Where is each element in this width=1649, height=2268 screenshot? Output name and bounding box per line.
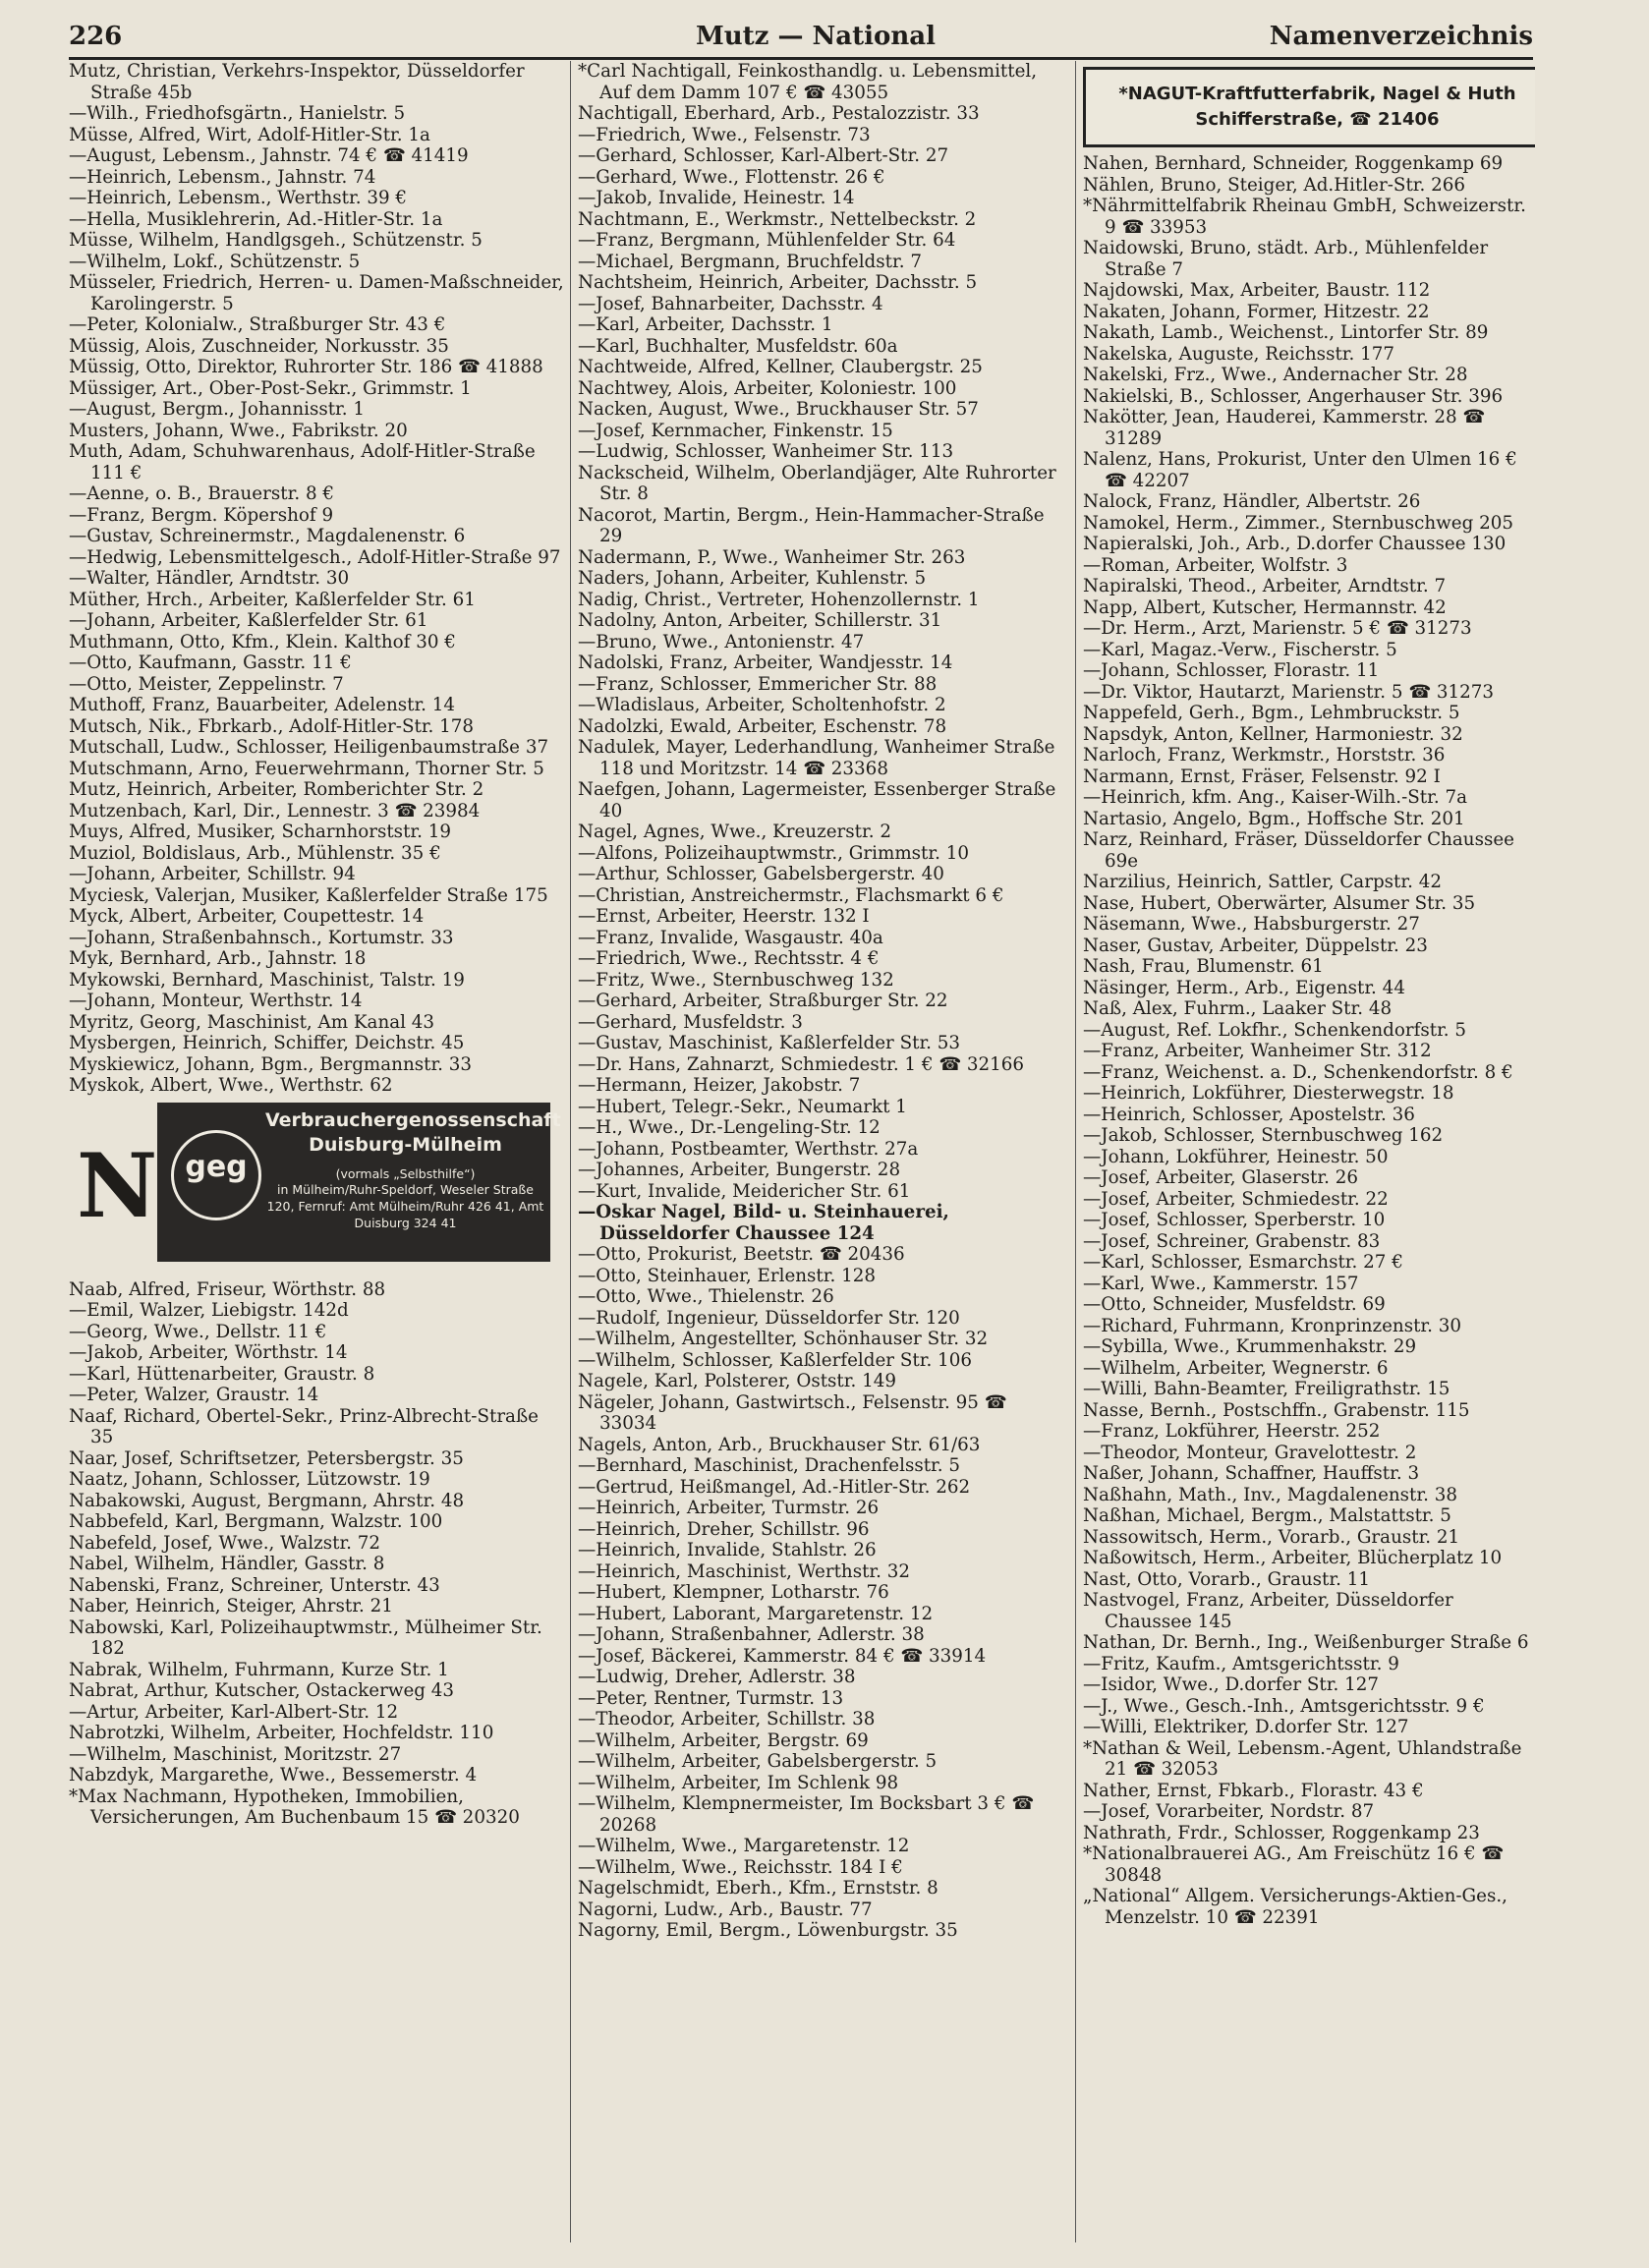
directory-entry: —Willi, Elektriker, D.dorfer Str. 127	[1083, 1717, 1409, 1737]
directory-entry: Müssig, Alois, Zuschneider, Norkusstr. 35	[69, 335, 449, 357]
directory-entry: Muthmann, Otto, Kfm., Klein. Kalthof 30 €	[69, 631, 456, 652]
directory-entry: —Bruno, Wwe., Antonienstr. 47	[578, 631, 865, 652]
directory-entry: —Franz, Arbeiter, Wanheimer Str. 312	[1083, 1041, 1432, 1061]
directory-entry: —Gerhard, Wwe., Flottenstr. 26 €	[578, 166, 885, 188]
directory-entry: Nabrotzki, Wilhelm, Arbeiter, Hochfeldstr. 110	[69, 1723, 494, 1743]
directory-entry: Nacorot, Martin, Bergm., Hein-Hammacher-Straße 29	[578, 504, 1045, 546]
directory-entry: —Johann, Straßenbahnsch., Kortumstr. 33	[69, 927, 454, 948]
directory-entry: —Richard, Fuhrmann, Kronprinzenstr. 30	[1083, 1315, 1462, 1336]
directory-entry: Nakelski, Frz., Wwe., Andernacher Str. 28	[1083, 365, 1468, 385]
directory-entry: —Heinrich, Schlosser, Apostelstr. 36	[1083, 1104, 1415, 1125]
directory-entry: —Karl, Arbeiter, Dachsstr. 1	[578, 314, 833, 335]
directory-entry: —Johann, Schlosser, Florastr. 11	[1083, 660, 1380, 681]
directory-entry: Müsse, Wilhelm, Handlgsgeh., Schützenstr. 5	[69, 230, 483, 251]
directory-entry: Nachtmann, E., Werkmstr., Nettelbeckstr. 2	[578, 208, 977, 230]
entries-n-3	[1083, 153, 1535, 1928]
directory-entry: —Friedrich, Wwe., Rechtsstr. 4 €	[578, 948, 880, 969]
directory-entry: Napieralski, Joh., Arb., D.dorfer Chaussee 130	[1083, 534, 1507, 554]
directory-entry: Nakaten, Johann, Former, Hitzestr. 22	[1083, 301, 1430, 322]
column-divider	[570, 61, 571, 2242]
directory-entry: Nacken, August, Wwe., Bruckhauser Str. 57	[578, 399, 979, 420]
directory-entry: —Karl, Wwe., Kammerstr. 157	[1083, 1273, 1359, 1294]
directory-entry: —Wilhelm, Wwe., Reichsstr. 184 I €	[578, 1856, 903, 1878]
directory-entry: —August, Lebensm., Jahnstr. 74 € ☎ 41419	[69, 145, 469, 166]
directory-entry: —H., Wwe., Dr.-Lengeling-Str. 12	[578, 1117, 881, 1138]
directory-entry: *Nährmittelfabrik Rheinau GmbH, Schweizerstr. 9 ☎ 33953	[1083, 196, 1526, 238]
directory-entry: Naßhahn, Math., Inv., Magdalenenstr. 38	[1083, 1484, 1458, 1505]
directory-entry: —Emil, Walzer, Liebigstr. 142d	[69, 1300, 349, 1321]
directory-entry: —Gerhard, Schlosser, Karl-Albert-Str. 27	[578, 145, 949, 166]
directory-entry: —Wilhelm, Klempnermeister, Im Bocksbart 3 € ☎ 20268	[578, 1793, 1035, 1836]
directory-entry: Naders, Johann, Arbeiter, Kuhlenstr. 5	[578, 568, 927, 589]
directory-entry: Nash, Frau, Blumenstr. 61	[1083, 956, 1324, 977]
directory-entry: Nagels, Anton, Arb., Bruckhauser Str. 61/63	[578, 1434, 981, 1455]
directory-entry: Nathan, Dr. Bernh., Ing., Weißenburger Straße 6	[1083, 1632, 1529, 1653]
directory-entry: —Josef, Arbeiter, Glaserstr. 26	[1083, 1167, 1359, 1188]
directory-entry: —Heinrich, kfm. Ang., Kaiser-Wilh.-Str. 7a	[1083, 787, 1467, 808]
directory-entry: —Bernhard, Maschinist, Drachenfelsstr. 5	[578, 1455, 961, 1476]
directory-entry: Myskok, Albert, Wwe., Werthstr. 62	[69, 1075, 393, 1096]
directory-entry: Nachtigall, Eberhard, Arb., Pestalozzistr. 33	[578, 103, 980, 124]
directory-entry: —Otto, Prokurist, Beetstr. ☎ 20436	[578, 1244, 905, 1265]
ad-title-line2: Duisburg-Mülheim	[309, 1133, 502, 1156]
directory-entry: —Karl, Magaz.-Verw., Fischerstr. 5	[1083, 639, 1397, 660]
directory-entry: *Nationalbrauerei AG., Am Freischütz 16 € ☎ 30848	[1083, 1843, 1505, 1886]
entries-n-2	[578, 61, 1067, 1942]
directory-entry: Nabowski, Karl, Polizeihauptwmstr., Mülheimer Str. 182	[69, 1616, 542, 1659]
ad-title-line1: Verbrauchergenossenschaft	[265, 1108, 561, 1131]
directory-entry: —Franz, Invalide, Wasgaustr. 40a	[578, 927, 883, 948]
directory-entry: Müssig, Otto, Direktor, Ruhrorter Str. 186 ☎ 41888	[69, 357, 543, 377]
directory-entry: —Hubert, Telegr.-Sekr., Neumarkt 1	[578, 1096, 907, 1117]
directory-entry: Napsdyk, Anton, Kellner, Harmoniestr. 32	[1083, 723, 1463, 745]
directory-entry: —Josef, Vorarbeiter, Nordstr. 87	[1083, 1801, 1375, 1822]
directory-entry: —Otto, Meister, Zeppelinstr. 7	[69, 673, 344, 695]
directory-entry: —Rudolf, Ingenieur, Düsseldorfer Str. 120	[578, 1307, 960, 1329]
directory-entry: —Christian, Anstreichermstr., Flachsmarkt 6 €	[578, 884, 1004, 906]
directory-entry: Nabakowski, August, Bergmann, Ahrstr. 48	[69, 1490, 465, 1511]
directory-entry: Nabzdyk, Margarethe, Wwe., Bessemerstr. 4	[69, 1765, 478, 1786]
directory-entry: Nählen, Bruno, Steiger, Ad.Hitler-Str. 266	[1083, 174, 1466, 196]
directory-entry: Naab, Alfred, Friseur, Wörthstr. 88	[69, 1278, 386, 1300]
directory-entry: Nägeler, Johann, Gastwirtsch., Felsenstr. 95 ☎ 33034	[578, 1391, 1007, 1434]
directory-entry: —Hella, Musiklehrerin, Ad.-Hitler-Str. 1a	[69, 208, 443, 230]
header-section-title: Namenverzeichnis	[1269, 22, 1533, 51]
ad-address: in Mülheim/Ruhr-Speldorf, Weseler Straße 120, Fernruf: Amt Mülheim/Ruhr 426 41, Amt Duisburg 324 41	[266, 1181, 544, 1230]
directory-entry: —August, Ref. Lokfhr., Schenkendorfstr. 5	[1083, 1019, 1467, 1041]
directory-entry: —Hermann, Heizer, Jakobstr. 7	[578, 1075, 861, 1096]
directory-entry: Myck, Albert, Arbeiter, Coupettestr. 14	[69, 906, 425, 927]
directory-entry: Müther, Hrch., Arbeiter, Kaßlerfelder Str. 61	[69, 589, 476, 610]
directory-entry: Muziol, Boldislaus, Arb., Mühlenstr. 35 €	[69, 842, 441, 864]
directory-entry: —Johann, Arbeiter, Schillstr. 94	[69, 864, 356, 884]
directory-entry: Nahen, Bernhard, Schneider, Roggenkamp 69	[1083, 153, 1504, 174]
directory-entry: —Heinrich, Arbeiter, Turmstr. 26	[578, 1498, 880, 1518]
directory-entry: Myk, Bernhard, Arb., Jahnstr. 18	[69, 948, 367, 969]
ad-subtitle: (vormals „Selbsthilfe“)	[335, 1165, 476, 1181]
directory-entry: —Karl, Hüttenarbeiter, Graustr. 8	[69, 1363, 375, 1385]
directory-entry: —Aenne, o. B., Brauerstr. 8 €	[69, 483, 335, 504]
directory-entry: —Michael, Bergmann, Bruchfeldstr. 7	[578, 251, 922, 272]
directory-entry: Nabbefeld, Karl, Bergmann, Walzstr. 100	[69, 1511, 443, 1532]
directory-entry: —Artur, Arbeiter, Karl-Albert-Str. 12	[69, 1701, 399, 1723]
column-divider	[1075, 61, 1076, 2242]
directory-entry: Nagele, Karl, Polsterer, Oststr. 149	[578, 1371, 897, 1391]
geg-advertisement	[157, 1103, 561, 1262]
directory-entry: Nast, Otto, Vorarb., Graustr. 11	[1083, 1568, 1370, 1590]
directory-entry: —Josef, Schreiner, Grabenstr. 83	[1083, 1230, 1381, 1252]
directory-entry: Mykowski, Bernhard, Maschinist, Talstr. 19	[69, 969, 465, 991]
directory-entry: Muys, Alfred, Musiker, Scharnhorststr. 19	[69, 822, 452, 842]
directory-entry: —Dr. Herm., Arzt, Marienstr. 5 € ☎ 31273	[1083, 618, 1472, 639]
column-3	[1083, 61, 1535, 2242]
directory-entry: —Jakob, Arbeiter, Wörthstr. 14	[69, 1342, 348, 1363]
directory-entry: Nakath, Lamb., Weichenst., Lintorfer Str. 89	[1083, 322, 1489, 343]
directory-entry: —Isidor, Wwe., D.dorfer Str. 127	[1083, 1674, 1379, 1695]
directory-entry: —Arthur, Schlosser, Gabelsbergerstr. 40	[578, 864, 944, 884]
geg-logo-icon: geg	[171, 1130, 261, 1220]
directory-entry: —Franz, Lokführer, Heerstr. 252	[1083, 1421, 1381, 1442]
directory-entry: Nagorni, Ludw., Arb., Baustr. 77	[578, 1899, 873, 1920]
directory-entry: —Wilhelm, Lokf., Schützenstr. 5	[69, 251, 361, 272]
directory-entry: —Peter, Walzer, Graustr. 14	[69, 1385, 319, 1405]
directory-entry: Musters, Johann, Wwe., Fabrikstr. 20	[69, 420, 408, 441]
directory-entry: Nakelska, Auguste, Reichsstr. 177	[1083, 343, 1395, 365]
directory-entry: Narz, Reinhard, Fräser, Düsseldorfer Chaussee 69e	[1083, 829, 1514, 872]
page-number: 226	[69, 22, 123, 51]
directory-entry: Naßhan, Michael, Bergm., Malstattstr. 5	[1083, 1505, 1451, 1526]
directory-entry: —Willi, Bahn-Beamter, Freiligrathstr. 15	[1083, 1379, 1450, 1399]
directory-entry: Nadolski, Franz, Arbeiter, Wandjesstr. 14	[578, 652, 953, 673]
directory-entry: Napiralski, Theod., Arbeiter, Arndtstr. 7	[1083, 576, 1447, 596]
directory-entry: —Ludwig, Dreher, Adlerstr. 38	[578, 1667, 856, 1687]
directory-entry: Naßowitsch, Herm., Arbeiter, Blücherplatz 10	[1083, 1548, 1503, 1568]
directory-entry: —Karl, Buchhalter, Musfeldstr. 60a	[578, 335, 898, 357]
directory-entry: Nather, Ernst, Fbkarb., Florastr. 43 €	[1083, 1780, 1424, 1801]
directory-entry: —Fritz, Wwe., Sternbuschweg 132	[578, 969, 894, 991]
directory-entry: Nakielski, B., Schlosser, Angerhauser Str. 396	[1083, 385, 1504, 407]
directory-entry: Napp, Albert, Kutscher, Hermannstr. 42	[1083, 596, 1447, 618]
directory-entry: —Dr. Viktor, Hautarzt, Marienstr. 5 ☎ 31273	[1083, 681, 1495, 703]
directory-entry: —Johannes, Arbeiter, Bungerstr. 28	[578, 1160, 901, 1180]
directory-entry: —J., Wwe., Gesch.-Inh., Amtsgerichtsstr. 9 €	[1083, 1695, 1485, 1717]
directory-entry: Nadulek, Mayer, Lederhandlung, Wanheimer Straße 118 und Moritzstr. 14 ☎ 23368	[578, 737, 1055, 779]
directory-entry: Myskiewicz, Johann, Bgm., Bergmannstr. 33	[69, 1053, 473, 1075]
directory-entry: Müsse, Alfred, Wirt, Adolf-Hitler-Str. 1a	[69, 124, 430, 145]
directory-entry: Nabefeld, Josef, Wwe., Walzstr. 72	[69, 1532, 381, 1554]
column-1	[69, 61, 565, 2242]
directory-entry: —Sybilla, Wwe., Krummenhakstr. 29	[1083, 1336, 1417, 1357]
directory-entry: Nachtsheim, Heinrich, Arbeiter, Dachsstr. 5	[578, 272, 978, 293]
directory-entry: Nalock, Franz, Händler, Albertstr. 26	[1083, 491, 1421, 512]
directory-entry: —Johann, Arbeiter, Kaßlerfelder Str. 61	[69, 610, 428, 631]
directory-entry: —Heinrich, Lokführer, Diesterwegstr. 18	[1083, 1083, 1454, 1104]
directory-entry: Nachtweide, Alfred, Kellner, Claubergstr. 25	[578, 357, 983, 377]
ad-line: Schifferstraße, ☎ 21406	[1195, 109, 1440, 130]
directory-entry: —Friedrich, Wwe., Felsenstr. 73	[578, 124, 871, 145]
directory-entry: Mysbergen, Heinrich, Schiffer, Deichstr. 45	[69, 1033, 465, 1053]
directory-entry: —Franz, Weichenst. a. D., Schenkendorfstr. 8 €	[1083, 1061, 1513, 1083]
directory-entry: Nakötter, Jean, Hauderei, Kammerstr. 28 ☎ 31289	[1083, 407, 1486, 449]
directory-entry: Narloch, Franz, Werkmstr., Horststr. 36	[1083, 745, 1446, 765]
entries-m	[69, 61, 565, 1097]
directory-entry: —Franz, Bergmann, Mühlenfelder Str. 64	[578, 230, 956, 251]
directory-entry: Naaf, Richard, Obertel-Sekr., Prinz-Albrecht-Straße 35	[69, 1405, 539, 1447]
header-name-range: Mutz — National	[695, 22, 937, 51]
directory-entry: —Wilhelm, Arbeiter, Gabelsbergerstr. 5	[578, 1751, 938, 1772]
directory-entry: —Heinrich, Lebensm., Jahnstr. 74	[69, 166, 376, 188]
directory-entry: —Josef, Kernmacher, Finkenstr. 15	[578, 420, 893, 441]
directory-entry: —Georg, Wwe., Dellstr. 11 €	[69, 1321, 327, 1342]
directory-entry: Nadolzki, Ewald, Arbeiter, Eschenstr. 78	[578, 715, 947, 737]
directory-entry: —Gertrud, Heißmangel, Ad.-Hitler-Str. 262	[578, 1476, 971, 1498]
directory-entry: —Hedwig, Lebensmittelgesch., Adolf-Hitler-Straße 97	[69, 546, 561, 568]
directory-entry: —Hubert, Klempner, Lotharstr. 76	[578, 1582, 889, 1603]
directory-entry: Mutschmann, Arno, Feuerwehrmann, Thorner Str. 5	[69, 758, 544, 779]
directory-entry: Naß, Alex, Fuhrm., Laaker Str. 48	[1083, 998, 1393, 1019]
directory-entry: —Walter, Händler, Arndtstr. 30	[69, 568, 350, 589]
directory-entry: „National“ Allgem. Versicherungs-Aktien-Ges., Menzelstr. 10 ☎ 22391	[1083, 1886, 1507, 1928]
directory-entry: Muthoff, Franz, Bauarbeiter, Adelenstr. 14	[69, 695, 456, 715]
directory-entry: —Gerhard, Musfeldstr. 3	[578, 1011, 803, 1033]
directory-entry: —Josef, Bahnarbeiter, Dachsstr. 4	[578, 293, 883, 314]
directory-entry: Nachtwey, Alois, Arbeiter, Koloniestr. 100	[578, 377, 957, 399]
directory-entry: *Carl Nachtigall, Feinkosthandlg. u. Lebensmittel, Auf dem Damm 107 € ☎ 43055	[578, 61, 1038, 103]
directory-entry: —Josef, Bäckerei, Kammerstr. 84 € ☎ 33914	[578, 1645, 987, 1667]
directory-entry: Mutzenbach, Karl, Dir., Lennestr. 3 ☎ 23984	[69, 800, 481, 822]
directory-entry: Myritz, Georg, Maschinist, Am Kanal 43	[69, 1011, 435, 1033]
directory-entry: —Wilhelm, Maschinist, Moritzstr. 27	[69, 1743, 402, 1765]
directory-entry: —Jakob, Invalide, Heinestr. 14	[578, 188, 855, 208]
directory-entry: Nathrath, Frdr., Schlosser, Roggenkamp 23	[1083, 1822, 1480, 1843]
directory-entry: *Nathan & Weil, Lebensm.-Agent, Uhlandstraße 21 ☎ 32053	[1083, 1737, 1522, 1780]
directory-entry: —Otto, Kaufmann, Gasstr. 11 €	[69, 652, 352, 673]
directory-entry: Nagorny, Emil, Bergm., Löwenburgstr. 35	[578, 1920, 958, 1941]
directory-entry: Nassowitsch, Herm., Vorarb., Graustr. 21	[1083, 1526, 1460, 1548]
directory-entry: —Wilhelm, Arbeiter, Wegnerstr. 6	[1083, 1357, 1389, 1379]
directory-entry: —Wilhelm, Angestellter, Schönhauser Str. 32	[578, 1329, 989, 1349]
directory-entry: —Josef, Arbeiter, Schmiedestr. 22	[1083, 1188, 1389, 1210]
directory-entry: Mutz, Christian, Verkehrs-Inspektor, Düsseldorfer Straße 45b	[69, 61, 525, 103]
directory-entry: Narzilius, Heinrich, Sattler, Carpstr. 42	[1083, 872, 1442, 892]
directory-entry: —Peter, Kolonialw., Straßburger Str. 43 €	[69, 314, 446, 335]
directory-entry: Mutz, Heinrich, Arbeiter, Romberichter Str. 2	[69, 779, 484, 800]
directory-entry: —Otto, Schneider, Musfeldstr. 69	[1083, 1294, 1386, 1315]
directory-entry: —Wladislaus, Arbeiter, Scholtenhofstr. 2	[578, 695, 946, 715]
directory-entry: Näsinger, Herm., Arb., Eigenstr. 44	[1083, 977, 1405, 998]
directory-entry: —Heinrich, Maschinist, Werthstr. 32	[578, 1560, 911, 1582]
page-header	[69, 22, 1533, 60]
directory-entry: —Wilhelm, Wwe., Margaretenstr. 12	[578, 1836, 910, 1856]
directory-entry: Nabrak, Wilhelm, Fuhrmann, Kurze Str. 1	[69, 1659, 449, 1680]
directory-entry: Nase, Hubert, Oberwärter, Alsumer Str. 35	[1083, 892, 1476, 914]
directory-entry: —Wilhelm, Arbeiter, Bergstr. 69	[578, 1729, 869, 1751]
directory-entry: Mutsch, Nik., Fbrkarb., Adolf-Hitler-Str. 178	[69, 715, 475, 737]
directory-entry: *Max Nachmann, Hypotheken, Immobilien, Versicherungen, Am Buchenbaum 15 ☎ 20320	[69, 1786, 520, 1828]
directory-entry: Nagel, Agnes, Wwe., Kreuzerstr. 2	[578, 822, 891, 842]
directory-entry: —Gerhard, Arbeiter, Straßburger Str. 22	[578, 991, 948, 1011]
directory-entry: Naber, Heinrich, Steiger, Ahrstr. 21	[69, 1596, 393, 1616]
directory-entry: Muth, Adam, Schuhwarenhaus, Adolf-Hitler-Straße 111 €	[69, 441, 536, 483]
directory-entry: Narmann, Ernst, Fräser, Felsenstr. 92 I	[1083, 765, 1441, 787]
directory-entry: —Alfons, Polizeihauptwmstr., Grimmstr. 10	[578, 842, 970, 864]
directory-entry: —Theodor, Monteur, Gravelottestr. 2	[1083, 1442, 1417, 1463]
directory-entry: —Wilhelm, Schlosser, Kaßlerfelder Str. 106	[578, 1349, 972, 1371]
directory-entry: Nadig, Christ., Vertreter, Hohenzollernstr. 1	[578, 589, 980, 610]
directory-entry: —August, Bergm., Johannisstr. 1	[69, 399, 366, 420]
directory-entry: Nagelschmidt, Eberh., Kfm., Ernststr. 8	[578, 1878, 938, 1899]
directory-entry: Naatz, Johann, Schlosser, Lützowstr. 19	[69, 1469, 430, 1490]
directory-entry: —Hubert, Laborant, Margaretenstr. 12	[578, 1603, 934, 1624]
directory-entry: —Franz, Schlosser, Emmericher Str. 88	[578, 673, 938, 695]
directory-entry: Nasse, Bernh., Postschffn., Grabenstr. 115	[1083, 1399, 1470, 1421]
entries-n	[69, 1279, 565, 1829]
directory-entry: Nackscheid, Wilhelm, Oberlandjäger, Alte Ruhrorter Str. 8	[578, 462, 1056, 504]
directory-entry: Nalenz, Hans, Prokurist, Unter den Ulmen 16 € ☎ 42207	[1083, 449, 1517, 491]
directory-entry: Nabenski, Franz, Schreiner, Unterstr. 43	[69, 1574, 440, 1596]
directory-entry: Näsemann, Wwe., Habsburgerstr. 27	[1083, 914, 1420, 935]
directory-entry: —Josef, Schlosser, Sperberstr. 10	[1083, 1210, 1386, 1230]
directory-entry: —Gustav, Maschinist, Kaßlerfelder Str. 53	[578, 1033, 961, 1053]
directory-entry: —Franz, Bergm. Köpershof 9	[69, 504, 334, 526]
directory-entry: —Heinrich, Dreher, Schillstr. 96	[578, 1518, 870, 1540]
section-n-header	[69, 1103, 565, 1268]
directory-entry: —Karl, Schlosser, Esmarchstr. 27 €	[1083, 1252, 1403, 1273]
directory-entry: —Johann, Lokführer, Heinestr. 50	[1083, 1146, 1389, 1167]
directory-entry: Najdowski, Max, Arbeiter, Baustr. 112	[1083, 280, 1431, 301]
directory-entry: —Otto, Wwe., Thielenstr. 26	[578, 1286, 834, 1307]
directory-entry: —Heinrich, Invalide, Stahlstr. 26	[578, 1540, 877, 1560]
directory-entry: Nabrat, Arthur, Kutscher, Ostackerweg 43	[69, 1680, 455, 1701]
directory-entry: —Ernst, Arbeiter, Heerstr. 132 I	[578, 906, 870, 927]
directory-entry: Nastvogel, Franz, Arbeiter, Düsseldorfer Chaussee 145	[1083, 1590, 1453, 1632]
directory-entry: —Johann, Monteur, Werthstr. 14	[69, 991, 363, 1011]
directory-entry: —Johann, Postbeamter, Werthstr. 27a	[578, 1138, 919, 1160]
directory-entry: Namokel, Herm., Zimmer., Sternbuschweg 205	[1083, 512, 1514, 534]
directory-entry: Nadermann, P., Wwe., Wanheimer Str. 263	[578, 546, 966, 568]
directory-entry: —Gustav, Schreinermstr., Magdalenenstr. 6	[69, 526, 466, 546]
directory-entry: —Theodor, Arbeiter, Schillstr. 38	[578, 1709, 876, 1729]
directory-entry: —Ludwig, Schlosser, Wanheimer Str. 113	[578, 441, 954, 462]
directory-entry: Nappefeld, Gerh., Bgm., Lehmbruckstr. 5	[1083, 703, 1460, 723]
directory-entry: Nartasio, Angelo, Bgm., Hoffsche Str. 201	[1083, 808, 1465, 829]
directory-entry: Nabel, Wilhelm, Händler, Gasstr. 8	[69, 1554, 385, 1574]
directory-entry: Nadolny, Anton, Arbeiter, Schillerstr. 31	[578, 610, 942, 631]
directory-entry: —Oskar Nagel, Bild- u. Steinhauerei, Düsseldorfer Chaussee 124	[578, 1202, 949, 1244]
directory-entry: Naar, Josef, Schriftsetzer, Petersbergstr. 35	[69, 1447, 464, 1469]
directory-entry: —Otto, Steinhauer, Erlenstr. 128	[578, 1265, 877, 1286]
directory-entry: Naßer, Johann, Schaffner, Hauffstr. 3	[1083, 1463, 1420, 1484]
directory-entry: —Johann, Straßenbahner, Adlerstr. 38	[578, 1624, 925, 1645]
directory-entry: —Kurt, Invalide, Meidericher Str. 61	[578, 1180, 911, 1202]
directory-entry: —Dr. Hans, Zahnarzt, Schmiedestr. 1 € ☎ 32166	[578, 1053, 1025, 1075]
nagut-advertisement	[1083, 67, 1535, 147]
column-2	[578, 61, 1067, 2242]
directory-entry: Naidowski, Bruno, städt. Arb., Mühlenfelder Straße 7	[1083, 238, 1489, 280]
directory-entry: —Jakob, Schlosser, Sternbuschweg 162	[1083, 1125, 1444, 1146]
directory-entry: —Heinrich, Lebensm., Werthstr. 39 €	[69, 188, 408, 208]
directory-entry: Naser, Gustav, Arbeiter, Düppelstr. 23	[1083, 935, 1428, 956]
directory-entry: Naefgen, Johann, Lagermeister, Essenberger Straße 40	[578, 779, 1056, 822]
directory-entry: —Wilh., Friedhofsgärtn., Hanielstr. 5	[69, 103, 406, 124]
ad-line: *NAGUT-Kraftfutterfabrik, Nagel & Huth	[1118, 84, 1516, 104]
directory-entry: Myciesk, Valerjan, Musiker, Kaßlerfelder Straße 175	[69, 884, 548, 906]
directory-entry: Müssiger, Art., Ober-Post-Sekr., Grimmstr. 1	[69, 377, 472, 399]
directory-entry: —Peter, Rentner, Turmstr. 13	[578, 1687, 844, 1709]
section-letter-n: N	[77, 1133, 158, 1238]
directory-entry: —Roman, Arbeiter, Wolfstr. 3	[1083, 554, 1348, 576]
directory-entry: Müsseler, Friedrich, Herren- u. Damen-Maßschneider, Karolingerstr. 5	[69, 272, 564, 314]
directory-entry: —Wilhelm, Arbeiter, Im Schlenk 98	[578, 1772, 899, 1793]
directory-entry: —Fritz, Kaufm., Amtsgerichtsstr. 9	[1083, 1653, 1399, 1674]
directory-entry: Mutschall, Ludw., Schlosser, Heiligenbaumstraße 37	[69, 737, 549, 758]
